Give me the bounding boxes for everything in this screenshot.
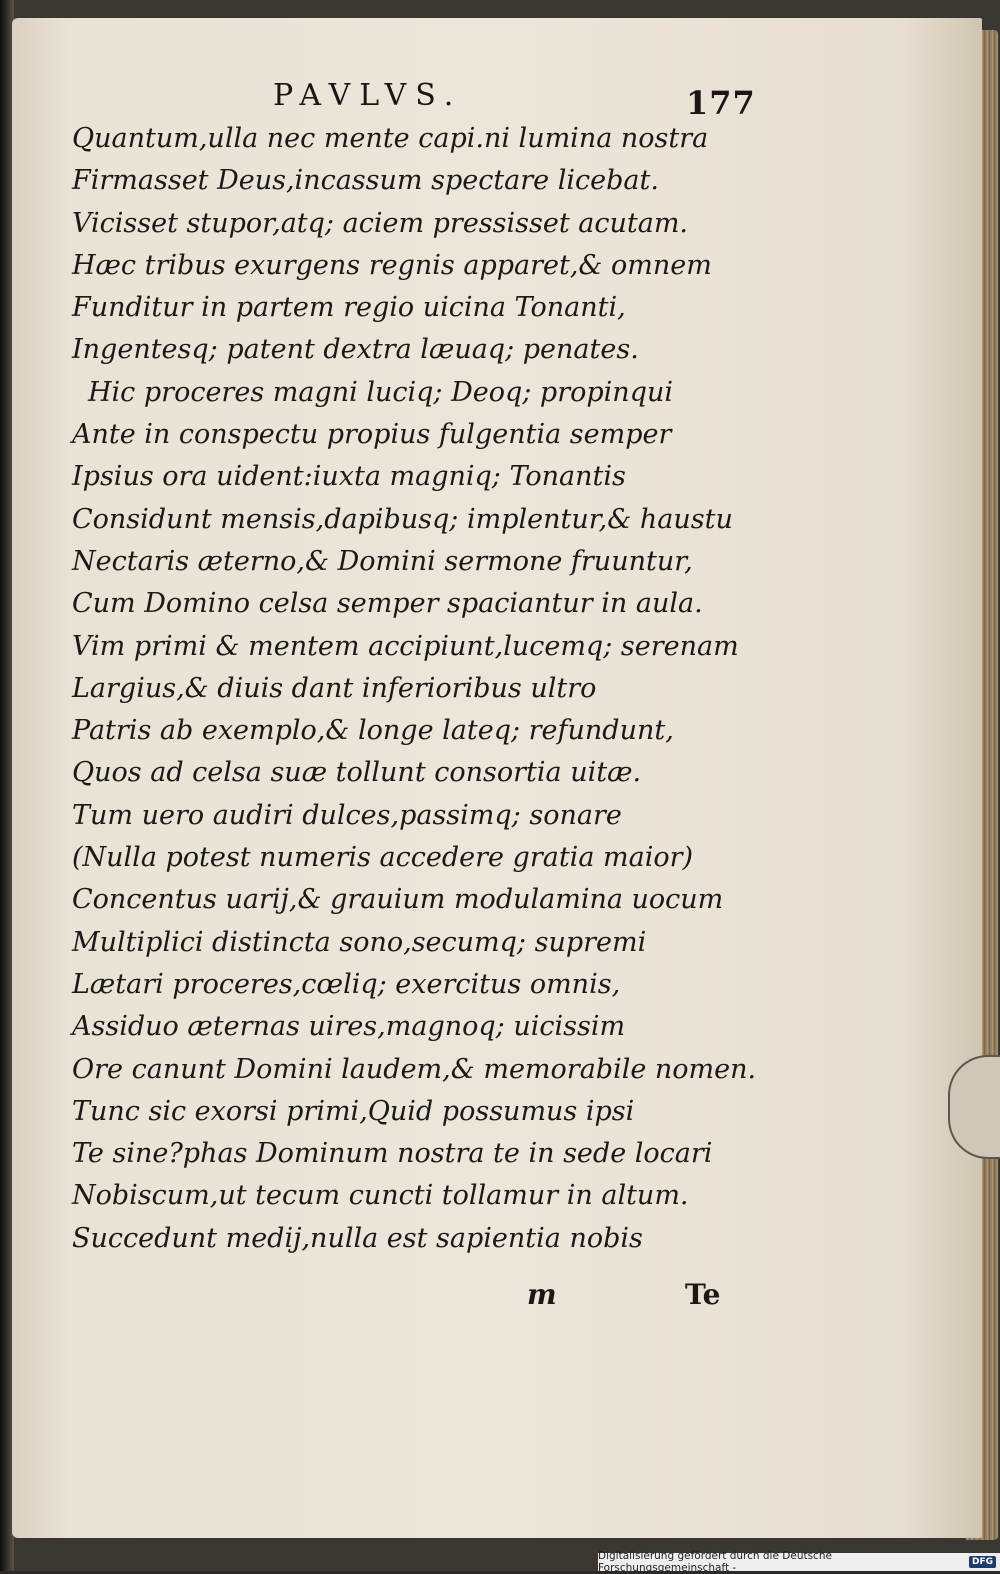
verse-line: Considunt mensis,dapibusq; implentur,& haustu — [72, 503, 733, 535]
verse-line: Largius,& diuis dant inferioribus ultro — [72, 672, 597, 704]
verse-line: Tunc sic exorsi primi,Quid possumus ipsi — [72, 1095, 635, 1127]
verse-block — [72, 118, 757, 1260]
verse-line: Quos ad celsa suæ tollunt consortia uitæ. — [72, 757, 642, 789]
verse-line: Ipsius ora uident:iuxta magniq; Tonantis — [72, 461, 626, 493]
verse-line: Cum Domino celsa semper spaciantur in aula. — [72, 588, 703, 620]
verse-line: Funditur in partem regio uicina Tonanti, — [72, 292, 626, 324]
verse-line: Ingentesq; patent dextra læuaq; penates. — [72, 334, 639, 366]
verse-line: Lætari proceres,cœliq; exercitus omnis, — [72, 968, 621, 1000]
dfg-logo: DFG — [969, 1556, 996, 1568]
funding-text: Digitalisierung gefördert durch die Deutsche Forschungsgemeinschaft - — [598, 1550, 832, 1574]
verse-line: Assiduo æternas uires,magnoq; uicissim — [72, 1011, 626, 1043]
verse-line: Patris ab exemplo,& longe lateq; refundunt, — [72, 715, 674, 747]
verse-line: Vicisset stupor,atq; aciem pressisset acutam. — [72, 207, 689, 239]
funding-footer — [598, 1550, 1000, 1574]
catchword: Te — [685, 1278, 721, 1311]
verse-line: Nectaris æterno,& Domini sermone fruuntur, — [72, 545, 693, 577]
verse-line: Ore canunt Domini laudem,& memorabile nomen. — [72, 1053, 757, 1085]
verse-line: Concentus uarij,& grauium modulamina uocum — [72, 884, 724, 916]
folio-number: 177 — [686, 84, 756, 122]
verse-line: Ante in conspectu propius fulgentia semper — [72, 419, 672, 451]
verse-line: Te sine?phas Dominum nostra te in sede locari — [72, 1138, 713, 1170]
verse-line: Hæc tribus exurgens regnis apparet,& omnem — [72, 249, 712, 281]
verse-line: Vim primi & mentem accipiunt,lucemq; serenam — [72, 630, 739, 662]
verse-line: (Nulla potest numeris accedere gratia maior) — [72, 842, 694, 874]
book-clasp — [948, 1055, 1000, 1159]
verse-line: Quantum,ulla nec mente capi.ni lumina nostra — [72, 123, 709, 154]
verse-line: Succedunt medij,nulla est sapientia nobis — [72, 1222, 643, 1254]
running-title: PAVLVS. — [273, 78, 463, 113]
verse-line: Tum uero audiri dulces,passimq; sonare — [72, 799, 622, 831]
signature-mark: m — [527, 1278, 557, 1311]
verse-line: Hic proceres magni luciq; Deoq; propinqui — [88, 376, 673, 408]
verse-line: Multiplici distincta sono,secumq; supremi — [72, 926, 647, 958]
verse-line: Nobiscum,ut tecum cuncti tollamur in altum. — [72, 1180, 689, 1212]
verse-line: Firmasset Deus,incassum spectare licebat. — [72, 165, 659, 197]
